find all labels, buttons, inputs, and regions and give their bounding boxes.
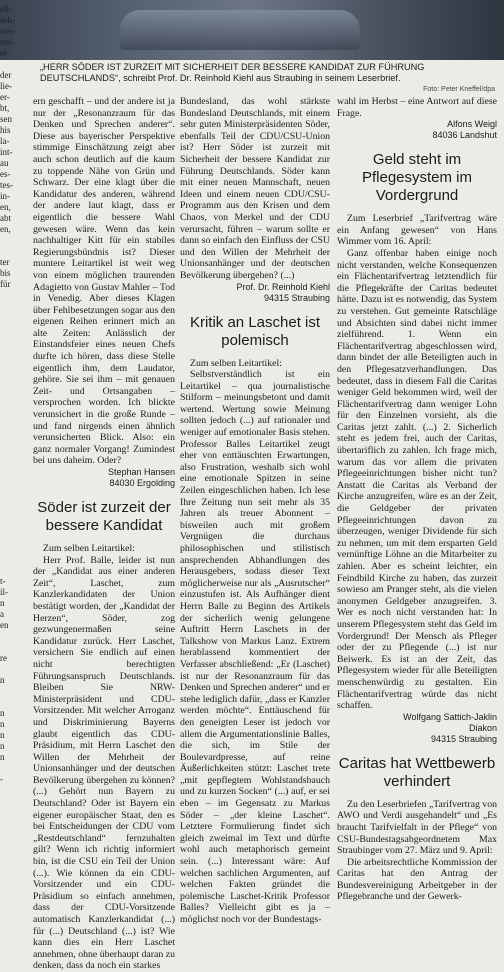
column-2 [180,96,330,934]
lead-soeder: Zum selben Leitartikel: [43,543,135,554]
letter-kiehl-text: Herr Prof. Balle, leider ist nun der „Kandidat aus einer anderen Zeit“, Laschet, zum Kanzlerkandidaten der Union bestätigt worden, der „Kandidat der Herzen“, Söder, zog gezwungenermaßen seine Kandidatur zurück. Herr Laschet, versichern Sie endlich auf einen nicht berechtigten Führungsanspruch Deutschlands. Bleiben Sie NRW-Ministerpräsident und CDU-Vorsitzender. Mit welcher Arroganz und Diskriminierung Bayerns glaubt eigentlich das CDU-Präsidium, mit Herrn Laschet den Willen der Mehrheit der Unionsanhänger und der deutschen Bevölkerung übergehen zu können? (...) Gehört nun Bayern zu Deutschland? Oder ist Bayern ein eigener europäischer Staat, den es bei Entscheidungen der CDU vom „Restdeutschland“ fernzuhalten gilt? Wenn ich richtig informiert bin, ist die CSU ein Teil der Union (...). Wie können da ein CDU-Vorsitzender und ein CDU-Präsidium so einfach annehmen, dass der CDU-Vorsitzende automatisch Kanzlerkandidat (...) für (...) Deutschland (...) ist? Wie kann dies ein Herr Laschet annehmen, ohne überhaupt daran zu denken, dass da noch ein starkes [33,554,175,972]
signature-kiehl [180,282,330,304]
column-1 [33,96,175,972]
sig-weigl-city: 84036 Landshut [432,130,497,141]
sig-hansen-city: 84030 Ergolding [109,478,175,488]
letter-hansen-text: ern geschafft – und der andere ist ja nur der „Resonanzraum für das Denken und Sprechen anderer“. Diese aus bayerischer Perspektive stimmige Einschätzung zeigt aber auch schon deutlich auf die kaum zu toppende Nähe von Grün und Schwarz. Der eine klagt über die Kandidatur des anderen, während der andere laut klagt, dass er eigentlich die bessere Wahl gewesen wäre. Wenn das kein nachhaltiger Kitt für ein stabiles Regierungsbündnis ist? Dieser muntere Leitartikel ist weit weg von einem möglichen traurenden Adagietto von Gustav Mahler – Tod in Venedig. Aber dieses Klagen über Fehlbesetzungen sogar aus den eigenen Reihen erinnert mich an alte Zeiten: Anlässlich der Einstandsfeier eines neuen Chefs durfte ich hören, dass diese Stelle eigentlich ihm, dem Laudator, gehöre. Sie sei ihm – mit genauen Zeit- und Ortsangaben – versprochen worden. Ich blickte verunsichert in die große Runde – und fand nirgends einen ähnlich verunsicherten Blick. Also: ein ganz normaler Vorgang! Zumindest bei uns daheim. Oder? [33,96,175,467]
caption-text: „HERR SÖDER IST ZURZEIT MIT SICHERHEIT DER BESSERE KANDIDAT ZUR FÜHRUNG DEUTSCHLANDS“, schreibt Prof. Dr. Reinhold Kiehl aus Straubing in seinem Leserbrief. [40,62,425,83]
signature-weigl [337,119,497,141]
letter-weigl-cont: wahl im Herbst – eine Antwort auf diese Frage. [337,96,497,119]
sig-weigl-name: Alfons Weigl [447,119,497,130]
headline-caritas: Caritas hat Wettbewerb verhindert [338,754,496,790]
lead-laschet: Zum selben Leitartikel: [190,357,282,369]
headline-pflegesystem: Geld steht im Pflegesystem im Vordergrund [361,151,473,205]
signature-sattich [337,712,497,745]
headline-soeder: Söder ist zurzeit der bessere Kandidat [37,499,171,534]
photo-credit: Foto: Peter Kneffel/dpa [423,86,495,93]
column-3 [337,96,497,934]
sig-sattich-city: 94315 Straubing [430,733,497,744]
lead-caritas: Zu den Leserbriefen „Tarifvertrag von AWO und Verdi ausgehandelt“ und „Es braucht Tarifvielfalt in der Pflege“ von CSU-Bundestagsabgeordnetem Max Straubinger vom 27. März und 9. April: [337,798,498,857]
headline-laschet: Kritik an Laschet ist polemisch [189,313,321,349]
sig-hansen-name: Stephan Hansen [107,467,175,477]
lead-pflegesystem: Zum Leserbrief „Tarifvertrag wäre ein Anfang gewesen“ von Hans Wimmer vom 16. April: [337,213,497,248]
photo-subject [120,10,360,50]
letter-kiehl-cont: Bundesland, das wohl stärkste Bundesland Deutschlands, mit einem sehr guten Ministerpräsidenten Söder, ebenfalls Teil der CDU/CSU-Union ist? Herr Söder ist zurzeit mit Sicherheit der bessere Kandidat zur Führung Deutschlands. Söder kann mit einer neuen Mannschaft, neuen Ideen und einem neuen CDU/CSU-Programm aus den Krisen und dem Chaos, von Merkel und der CDU verursacht, führen – warum sollte er dann so einfach den Einfluss der CSU und den Willen der Mehrheit der Unionsanhänger und der deutschen Bevölkerung übergehen? (...) [180,96,330,281]
sig-kiehl-name: Prof. Dr. Reinhold Kiehl [236,281,330,292]
sig-sattich-name: Wolfgang Sattich-Jaklin [403,711,497,722]
left-edge-fragment: ell- seh- wei- om- ei- der lie- er- bt, sen his la- int- au es- tes- in- en, abt en, ter bis für t- il- n a en re n n n n n n - [0,4,16,784]
sig-sattich-role: Diakon [468,722,497,733]
news-photo [0,0,504,60]
letter-sattich-text: Ganz offenbar haben einige noch nicht verstanden, welche Konsequenzen ein Flächentarifvertrag letztendlich für die Pflegekräfte der Caritas bedeutet hätte. Dazu ist es notwendig, das System zu verstehen. Gut gemeinte Ratschläge und Absichten sind dabei nicht immer zielführend. 1. Wenn ein Flächentarifvertrag abgeschlossen wird, dann bindet der alle Beteiligten auch in den Pflegesatzverhandlungen. Das bedeutet, dass in diesem Fall die Caritas weniger Geld bekommen wird, weil der Flächentarifvertrag dann weniger Lohn für den Einzelnen vorsieht, als die Caritas jetzt zahlt. (...) 2. Sicherlich steht es jedem frei, auch der Caritas, übertariflich zu zahlen. Ich frage mich, warum das vor allem die privaten Pflegeeinrichtungen bisher nicht tun? Anstatt die Caritas als Verband der Kirche anzugreifen, wäre es an der Zeit, die Geldgeber der privaten Pflegeeinrichtungen davon zu überzeugen, weniger Dividende für sich zu nehmen, um mit dem ersparten Geld vernünftige Löhne an die Mitarbeiter zu zahlen. Aber es scheint leichter, ein Feindbild Kirche zu haben, das zurzeit sowieso am Pranger steht, als die vielen anonymen Geldgeber anzugreifen. 3. Wer es noch nicht verstanden hat: In unserem Pflegesystem steht das Geld im Vordergrund! Der Mensch als Pfleger oder der zu Pflegende (...) ist nur Beiwerk. Es ist an der Zeit, das Pflegesystem wieder für alle Beteiligten menschenwürdig zu gestalten. Ein Flächentarifvertrag würde das nicht schaffen. [337,247,497,712]
letter-weigl-text: Selbstverständlich ist ein Leitartikel – qua journalistische Stilform – meinungsbetont und damit wertend. Wertung sowie Meinung sollten jedoch (...) auf rationaler und weniger auf emotionaler Basis stehen. Professor Balles Leitartikel zeugt eher von enttäuschten Erwartungen, also Frustration, weshalb sich wohl eine emotionale Spitzen in seine Zeilen eingeschlichen haben. Ich lese Ihre Zeitung nun seit mehr als 35 Jahren als treuer Abonnent – bisweilen auch mit großem Vergnügen die durchaus philosophischen und stilistisch ansprechenden Abhandlungen des Herausgebers, sodass dieser Text möglicherweise nur als „Ausrutscher“ einzustufen ist. Als Aufhänger dient Herrn Balle zu Beginn des Artikels der sicherlich wenig gelungene Auftritt Herrn Laschets in der Talkshow von Markus Lanz. Extrem herablassend kommentiert der Verfasser abschließend: „Er (Laschet) ist nur der Resonanzraum für das Denken und Sprechen anderer“ und er stehe lediglich dafür, „dass er Kanzler werden möchte“. Enttäuschend für den geneigten Leser ist jedoch vor allem die Argumentationslinie Balles, die sich, im Stile der Boulevardpresse, auf reine Äußerlichkeiten stützt: Laschet trete „mit gepflegtem Wohlstandsbauch und zu kurzen Socken“ (...) auf, er sei eben – im Gegensatz zu Markus Söder – „der kleine Laschet“. Letztere Formulierung findet sich gleich zweimal im Text und dürfte wohl auch metaphorisch gemeint sein. (...) Interessant wäre: Auf welchen sachlichen Argumenten, auf welchen Fakten gründet die polemische Laschet-Kritik Professor Balles? Vielleicht gibt es ja – möglichst noch vor der Bundestags- [180,369,330,925]
photo-caption [40,62,495,95]
signature-hansen [33,467,175,489]
letter-caritas-text: Die arbeitsrechtliche Kommission der Caritas hat den Antrag der Bundesvereinigung Arbeitgeber in der Pflegebranche und der Gewerk- [337,856,497,903]
sig-kiehl-city: 94315 Straubing [263,292,330,303]
